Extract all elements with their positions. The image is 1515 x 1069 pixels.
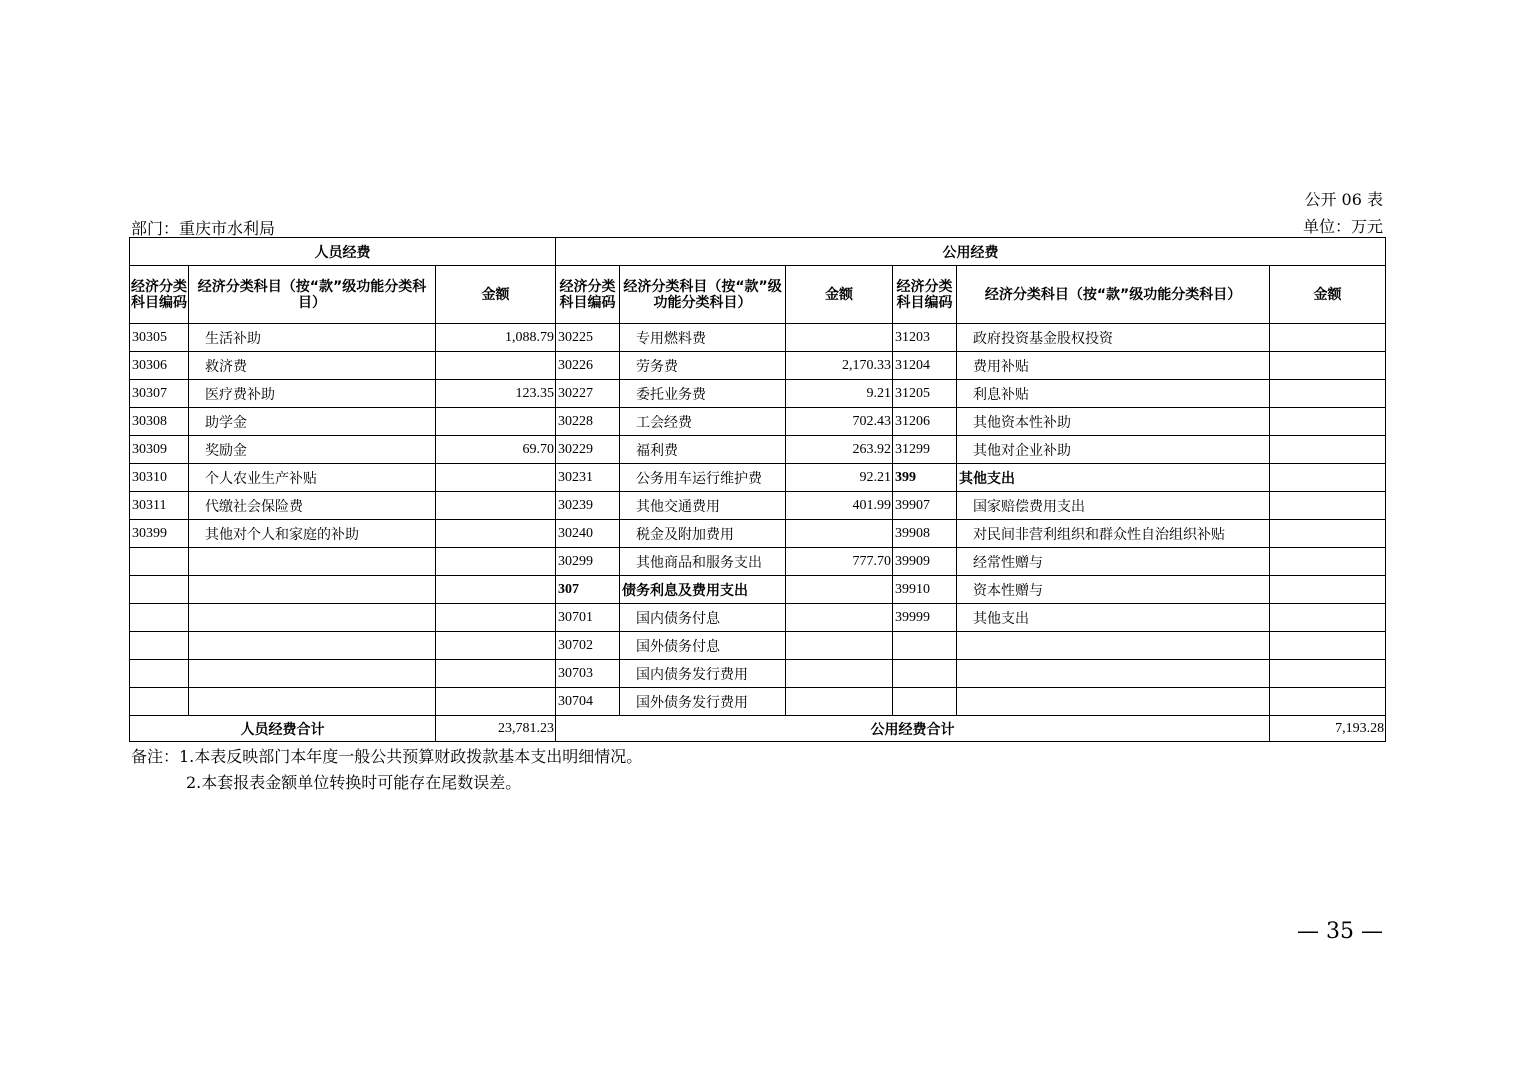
- other-code-cell: 31205: [893, 380, 957, 408]
- col-header-code: 经济分类科目编码: [893, 266, 957, 324]
- personnel-code-cell: 30305: [130, 324, 189, 352]
- col-header-amount: 金额: [436, 266, 556, 324]
- personnel-amount-cell: [436, 688, 556, 716]
- personnel-name-cell: 个人农业生产补贴: [189, 464, 436, 492]
- table-row: [130, 520, 1386, 548]
- personnel-amount-cell: 1,088.79: [436, 324, 556, 352]
- other-name-cell: [957, 688, 1270, 716]
- public-name-cell: 公务用车运行维护费: [620, 464, 786, 492]
- personnel-name-cell: 其他对个人和家庭的补助: [189, 520, 436, 548]
- personnel-name-cell: 医疗费补助: [189, 380, 436, 408]
- public-code-cell: 30703: [556, 660, 620, 688]
- other-name-cell: [957, 660, 1270, 688]
- other-name-cell: 其他支出: [957, 604, 1270, 632]
- personnel-amount-cell: [436, 408, 556, 436]
- public-code-cell: 30240: [556, 520, 620, 548]
- personnel-code-cell: 30399: [130, 520, 189, 548]
- public-amount-cell: [786, 660, 893, 688]
- personnel-amount-cell: [436, 660, 556, 688]
- personnel-name-cell: 代缴社会保险费: [189, 492, 436, 520]
- other-name-cell: 经常性赠与: [957, 548, 1270, 576]
- personnel-section-header: 人员经费: [130, 238, 556, 266]
- col-header-amount: 金额: [1270, 266, 1386, 324]
- other-code-cell: 39999: [893, 604, 957, 632]
- public-name-cell: 国外债务付息: [620, 632, 786, 660]
- personnel-code-cell: 30311: [130, 492, 189, 520]
- personnel-amount-cell: [436, 548, 556, 576]
- public-amount-cell: [786, 324, 893, 352]
- public-amount-cell: [786, 576, 893, 604]
- other-code-cell: 39907: [893, 492, 957, 520]
- personnel-amount-cell: [436, 576, 556, 604]
- other-code-cell: 39910: [893, 576, 957, 604]
- public-code-cell: 30229: [556, 436, 620, 464]
- table-row: [130, 576, 1386, 604]
- other-code-cell: 39908: [893, 520, 957, 548]
- other-amount-cell: [1270, 576, 1386, 604]
- public-amount-cell: [786, 688, 893, 716]
- other-code-cell: 31204: [893, 352, 957, 380]
- other-amount-cell: [1270, 548, 1386, 576]
- public-name-cell: 国内债务付息: [620, 604, 786, 632]
- public-code-cell: 30231: [556, 464, 620, 492]
- table-row: [130, 352, 1386, 380]
- note-line-2: 2.本套报表金额单位转换时可能存在尾数误差。: [186, 773, 522, 792]
- col-header-name: 经济分类科目（按“款”级功能分类科目）: [957, 266, 1270, 324]
- public-name-cell: 劳务费: [620, 352, 786, 380]
- basic-expenditure-table: [129, 237, 1386, 742]
- other-amount-cell: [1270, 492, 1386, 520]
- table-row: [130, 408, 1386, 436]
- personnel-amount-cell: [436, 604, 556, 632]
- public-amount-cell: [786, 604, 893, 632]
- personnel-code-cell: 30310: [130, 464, 189, 492]
- other-code-cell: [893, 660, 957, 688]
- table-row: [130, 324, 1386, 352]
- public-code-cell: 30225: [556, 324, 620, 352]
- public-name-cell: 税金及附加费用: [620, 520, 786, 548]
- public-name-cell: 债务利息及费用支出: [620, 576, 786, 604]
- table-row: [130, 688, 1386, 716]
- personnel-name-cell: 生活补助: [189, 324, 436, 352]
- other-name-cell: 其他支出: [957, 464, 1270, 492]
- personnel-total-label: 人员经费合计: [130, 716, 436, 742]
- personnel-code-cell: [130, 548, 189, 576]
- public-amount-cell: 263.92: [786, 436, 893, 464]
- other-name-cell: 利息补贴: [957, 380, 1270, 408]
- public-amount-cell: 777.70: [786, 548, 893, 576]
- public-code-cell: 30704: [556, 688, 620, 716]
- table-row: [130, 464, 1386, 492]
- department-label: 部门：重庆市水利局: [131, 219, 276, 238]
- other-code-cell: 39909: [893, 548, 957, 576]
- other-amount-cell: [1270, 464, 1386, 492]
- public-total-amount: 7,193.28: [1270, 716, 1386, 742]
- totals-row: [130, 716, 1386, 742]
- other-amount-cell: [1270, 352, 1386, 380]
- other-name-cell: 资本性赠与: [957, 576, 1270, 604]
- personnel-code-cell: [130, 576, 189, 604]
- personnel-code-cell: [130, 604, 189, 632]
- public-name-cell: 工会经费: [620, 408, 786, 436]
- other-amount-cell: [1270, 408, 1386, 436]
- other-amount-cell: [1270, 604, 1386, 632]
- personnel-code-cell: 30307: [130, 380, 189, 408]
- public-amount-cell: 92.21: [786, 464, 893, 492]
- personnel-amount-cell: 123.35: [436, 380, 556, 408]
- public-amount-cell: 702.43: [786, 408, 893, 436]
- public-code-cell: 30299: [556, 548, 620, 576]
- other-amount-cell: [1270, 660, 1386, 688]
- public-code-cell: 30701: [556, 604, 620, 632]
- personnel-code-cell: [130, 660, 189, 688]
- note-line-1: 备注：1.本表反映部门本年度一般公共预算财政拨款基本支出明细情况。: [131, 747, 643, 766]
- public-name-cell: 其他商品和服务支出: [620, 548, 786, 576]
- personnel-name-cell: 救济费: [189, 352, 436, 380]
- public-amount-cell: [786, 632, 893, 660]
- public-name-cell: 专用燃料费: [620, 324, 786, 352]
- personnel-name-cell: [189, 660, 436, 688]
- other-code-cell: 31203: [893, 324, 957, 352]
- public-name-cell: 福利费: [620, 436, 786, 464]
- public-total-label: 公用经费合计: [556, 716, 1270, 742]
- col-header-name: 经济分类科目（按“款”级功能分类科目）: [189, 266, 436, 324]
- public-code-cell: 307: [556, 576, 620, 604]
- personnel-name-cell: [189, 604, 436, 632]
- other-amount-cell: [1270, 324, 1386, 352]
- other-name-cell: 对民间非营利组织和群众性自治组织补贴: [957, 520, 1270, 548]
- table-row: [130, 660, 1386, 688]
- public-code-cell: 30226: [556, 352, 620, 380]
- col-header-amount: 金额: [786, 266, 893, 324]
- personnel-code-cell: 30306: [130, 352, 189, 380]
- page-number: — 35 —: [1297, 919, 1383, 944]
- personnel-amount-cell: 69.70: [436, 436, 556, 464]
- other-amount-cell: [1270, 632, 1386, 660]
- form-number: 公开 06 表: [1304, 190, 1383, 209]
- other-name-cell: [957, 632, 1270, 660]
- table-row: [130, 548, 1386, 576]
- public-section-header: 公用经费: [556, 238, 1386, 266]
- col-header-code: 经济分类科目编码: [130, 266, 189, 324]
- other-code-cell: [893, 632, 957, 660]
- other-name-cell: 国家赔偿费用支出: [957, 492, 1270, 520]
- public-code-cell: 30228: [556, 408, 620, 436]
- other-amount-cell: [1270, 380, 1386, 408]
- public-name-cell: 国内债务发行费用: [620, 660, 786, 688]
- table-row: [130, 492, 1386, 520]
- personnel-amount-cell: [436, 632, 556, 660]
- personnel-code-cell: [130, 632, 189, 660]
- other-amount-cell: [1270, 436, 1386, 464]
- other-code-cell: [893, 688, 957, 716]
- table-row: [130, 436, 1386, 464]
- other-name-cell: 政府投资基金股权投资: [957, 324, 1270, 352]
- personnel-code-cell: 30309: [130, 436, 189, 464]
- personnel-amount-cell: [436, 492, 556, 520]
- unit-label: 单位：万元: [1302, 217, 1383, 236]
- public-code-cell: 30702: [556, 632, 620, 660]
- personnel-name-cell: [189, 688, 436, 716]
- public-name-cell: 其他交通费用: [620, 492, 786, 520]
- public-amount-cell: [786, 520, 893, 548]
- public-code-cell: 30227: [556, 380, 620, 408]
- personnel-name-cell: [189, 576, 436, 604]
- other-name-cell: 其他资本性补助: [957, 408, 1270, 436]
- personnel-amount-cell: [436, 464, 556, 492]
- personnel-name-cell: [189, 548, 436, 576]
- personnel-name-cell: [189, 632, 436, 660]
- table-row: [130, 604, 1386, 632]
- personnel-name-cell: 奖励金: [189, 436, 436, 464]
- other-amount-cell: [1270, 520, 1386, 548]
- personnel-total-amount: 23,781.23: [436, 716, 556, 742]
- public-code-cell: 30239: [556, 492, 620, 520]
- other-code-cell: 31206: [893, 408, 957, 436]
- other-name-cell: 其他对企业补助: [957, 436, 1270, 464]
- other-name-cell: 费用补贴: [957, 352, 1270, 380]
- public-amount-cell: 2,170.33: [786, 352, 893, 380]
- personnel-code-cell: [130, 688, 189, 716]
- personnel-amount-cell: [436, 352, 556, 380]
- public-name-cell: 委托业务费: [620, 380, 786, 408]
- personnel-name-cell: 助学金: [189, 408, 436, 436]
- personnel-code-cell: 30308: [130, 408, 189, 436]
- table-row: [130, 632, 1386, 660]
- public-amount-cell: 401.99: [786, 492, 893, 520]
- section-header-row: [130, 238, 1386, 266]
- other-amount-cell: [1270, 688, 1386, 716]
- other-code-cell: 399: [893, 464, 957, 492]
- other-code-cell: 31299: [893, 436, 957, 464]
- col-header-code: 经济分类科目编码: [556, 266, 620, 324]
- column-header-row: [130, 266, 1386, 324]
- personnel-amount-cell: [436, 520, 556, 548]
- public-amount-cell: 9.21: [786, 380, 893, 408]
- public-name-cell: 国外债务发行费用: [620, 688, 786, 716]
- table-row: [130, 380, 1386, 408]
- col-header-name: 经济分类科目（按“款”级功能分类科目）: [620, 266, 786, 324]
